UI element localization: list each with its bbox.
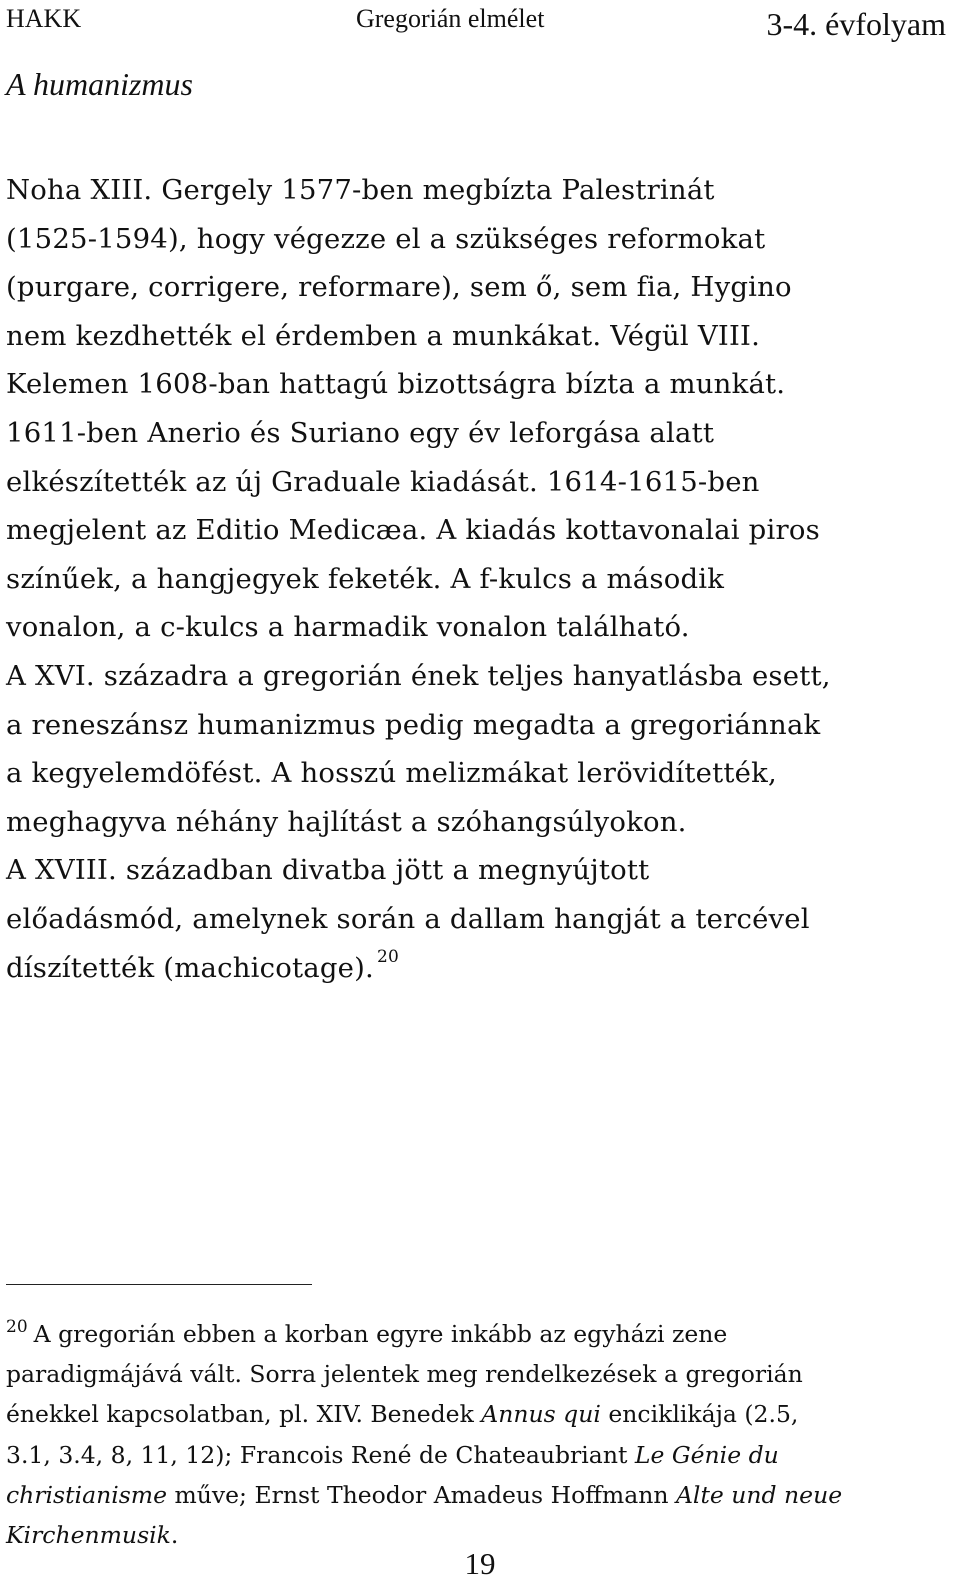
footnote-line <box>6 1435 950 1475</box>
body-line: Noha XIII. Gergely 1577-ben megbízta Palestrinát <box>6 174 715 206</box>
body-line: előadásmód, amelynek során a dallam hangját a tercével <box>6 902 810 935</box>
body-line: a reneszánsz humanizmus pedig megadta a gregoriánnak <box>6 708 821 741</box>
header-center: Gregorián elmélet <box>356 4 545 33</box>
section-title: A humanizmus <box>6 66 193 102</box>
footnote-text: műve; Ernst Theodor Amadeus Hoffmann <box>166 1480 676 1509</box>
footnote-text: enciklikája (2.5, <box>600 1400 799 1429</box>
body-paragraph <box>6 166 950 992</box>
body-line: meghagyva néhány hajlítást a szóhangsúlyokon. <box>6 805 687 838</box>
footnote-text: 3.1, 3.4, 8, 11, 12); Francois René de Chateaubriant <box>6 1440 635 1469</box>
body-line: megjelent az Editio Medicæa. A kiadás kottavonalai piros <box>6 514 820 547</box>
footnote-line <box>6 1314 950 1354</box>
body-line-last <box>6 944 950 993</box>
body-line: színűek, a hangjegyek feketék. A f-kulcs a második <box>6 562 725 595</box>
footnote-italic: Alte und neue <box>675 1480 843 1509</box>
page-number: 19 <box>464 1546 496 1581</box>
footnote-text: . <box>170 1521 179 1550</box>
footnote-reference[interactable]: 20 <box>376 946 400 967</box>
running-header <box>0 0 960 50</box>
body-line: (1525-1594), hogy végezze el a szükséges reformokat <box>6 222 766 255</box>
footnote-italic: Kirchenmusik <box>6 1521 171 1550</box>
body-line: A XVIII. században divatba jött a megnyújtott <box>6 854 650 887</box>
footnote-line: paradigmájává vált. Sorra jelentek meg rendelkezések a gregorián <box>6 1360 803 1389</box>
footnote-italic: Le Génie du <box>634 1440 779 1469</box>
footnote <box>6 1314 950 1555</box>
body-line: (purgare, corrigere, reformare), sem ő, sem fia, Hygino <box>6 271 792 304</box>
footnote-text: énekkel kapcsolatban, pl. XIV. Benedek <box>6 1400 482 1429</box>
footnote-line <box>6 1394 950 1434</box>
footnote-number: 20 <box>6 1317 28 1337</box>
body-line: vonalon, a c-kulcs a harmadik vonalon található. <box>6 611 690 644</box>
header-left: HAKK <box>6 4 82 33</box>
body-line-text: díszítették (machicotage). <box>6 951 374 984</box>
header-right: 3-4. évfolyam <box>766 6 946 42</box>
body-line: elkészítették az új Graduale kiadását. 1614-1615-ben <box>6 465 760 498</box>
body-line: nem kezdhették el érdemben a munkákat. Végül VIII. <box>6 319 761 352</box>
body-line: a kegyelemdöfést. A hosszú melizmákat lerövidítették, <box>6 757 777 790</box>
footnote-text: A gregorián ebben a korban egyre inkább az egyházi zene <box>33 1320 728 1348</box>
footnote-line <box>6 1475 950 1515</box>
body-line: 1611-ben Anerio és Suriano egy év leforgása alatt <box>6 416 715 449</box>
footnote-italic: christianisme <box>6 1480 167 1509</box>
footnote-italic: Annus qui <box>481 1400 601 1429</box>
body-line: Kelemen 1608-ban hattagú bizottságra bízta a munkát. <box>6 368 786 401</box>
footnote-separator <box>6 1284 312 1285</box>
body-line: A XVI. századra a gregorián ének teljes hanyatlásba esett, <box>6 659 831 692</box>
